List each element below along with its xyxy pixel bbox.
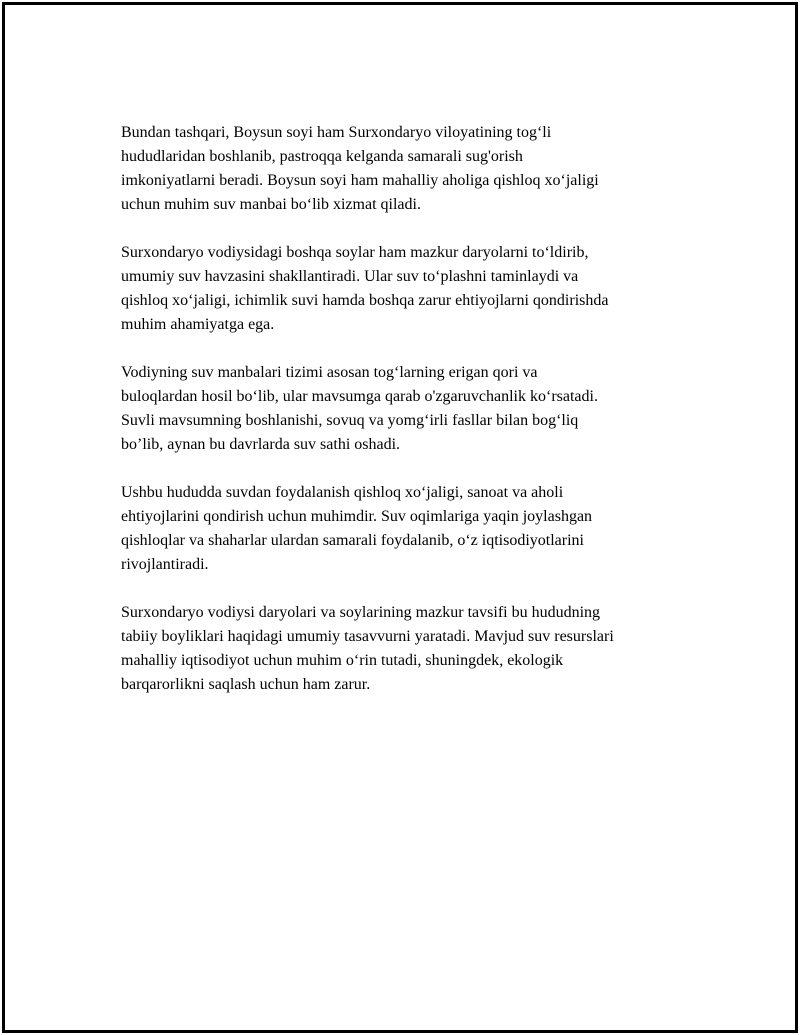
paragraph-4 — [121, 481, 681, 577]
text-line: mahalliy iqtisodiyot uchun muhim o‘rin tutadi, shuningdek, ekologik — [121, 652, 564, 669]
document-page — [2, 2, 798, 1033]
text-line: tabiiy boyliklari haqidagi umumiy tasavvurni yaratadi. Mavjud suv resurslari — [121, 628, 614, 645]
text-line: barqarorlikni saqlash uchun ham zarur. — [121, 676, 371, 693]
text-line: buloqlardan hosil bo‘lib, ular mavsumga qarab o'zgaruvchanlik ko‘rsatadi. — [121, 388, 598, 405]
text-line: qishloq xo‘jaligi, ichimlik suvi hamda boshqa zarur ehtiyojlarni qondirishda — [121, 292, 609, 309]
text-line: Surxondaryo vodiysidagi boshqa soylar ham mazkur daryolarni to‘ldirib, — [121, 244, 589, 261]
paragraph-3 — [121, 361, 681, 457]
text-line: Vodiyning suv manbalari tizimi asosan tog‘larning erigan qori va — [121, 364, 538, 381]
text-line: Bundan tashqari, Boysun soyi ham Surxondaryo viloyatining tog‘li — [121, 124, 552, 141]
text-line: Suvli mavsumning boshlanishi, sovuq va yomg‘irli fasllar bilan bog‘liq — [121, 412, 579, 429]
document-body — [121, 121, 681, 721]
text-line: hududlaridan boshlanib, pastroqqa kelganda samarali sug'orish — [121, 148, 523, 165]
text-line: Ushbu hududda suvdan foydalanish qishloq xo‘jaligi, sanoat va aholi — [121, 484, 564, 501]
paragraph-2 — [121, 241, 681, 337]
text-line: bo’lib, aynan bu davrlarda suv sathi oshadi. — [121, 436, 401, 453]
text-line: imkoniyatlarni beradi. Boysun soyi ham mahalliy aholiga qishloq xo‘jaligi — [121, 172, 599, 189]
text-line: rivojlantiradi. — [121, 556, 209, 573]
paragraph-5 — [121, 601, 681, 697]
text-line: Surxondaryo vodiysi daryolari va soylarining mazkur tavsifi bu hududning — [121, 604, 601, 621]
text-line: muhim ahamiyatga ega. — [121, 316, 275, 333]
text-line: umumiy suv havzasini shakllantiradi. Ular suv to‘plashni taminlaydi va — [121, 268, 579, 285]
paragraph-1 — [121, 121, 681, 217]
text-line: uchun muhim suv manbai bo‘lib xizmat qiladi. — [121, 196, 421, 213]
text-line: ehtiyojlarini qondirish uchun muhimdir. Suv oqimlariga yaqin joylashgan — [121, 508, 593, 525]
text-line: qishloqlar va shaharlar ulardan samarali foydalanib, o‘z iqtisodiyotlarini — [121, 532, 584, 549]
